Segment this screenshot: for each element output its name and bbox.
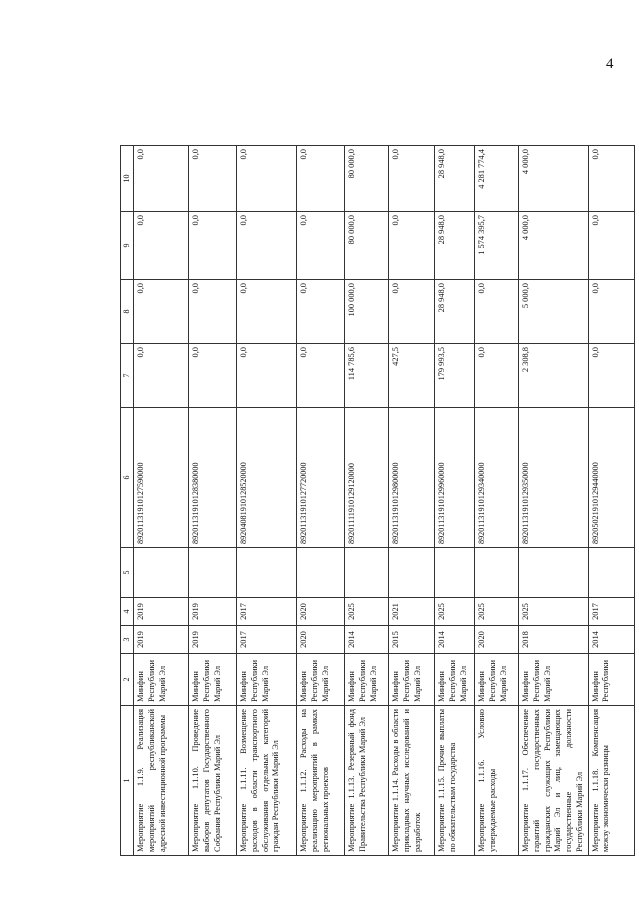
cell-code: 89201111910129120000 xyxy=(345,408,389,548)
cell-name: Мероприятие 1.1.10. Проведение выборов депутатов Государственного Собрания Республики Марий Эл xyxy=(189,706,237,856)
cell-name: Мероприятие 1.1.15. Прочие выплаты по обязательствам государства xyxy=(435,706,475,856)
rotated-table-wrapper xyxy=(120,146,610,856)
cell-exec: Минфин Республики Марий Эл xyxy=(297,654,345,706)
cell-v9: 0,0 xyxy=(134,212,189,280)
table-row xyxy=(297,146,345,856)
cell-v10: 0,0 xyxy=(297,146,345,212)
cell-start: 2019 xyxy=(189,626,237,654)
col-header-4: 4 xyxy=(121,598,134,626)
header-row xyxy=(121,146,134,856)
cell-end: 2021 xyxy=(389,598,435,626)
cell-v7: 0,0 xyxy=(237,344,297,408)
cell-name: Мероприятие 1.1.16. Условно утверждаемые расходы xyxy=(475,706,519,856)
cell-end: 2019 xyxy=(134,598,189,626)
cell-name: Мероприятие 1.1.14. Расходы в области прикладных научных исследований и разработок xyxy=(389,706,435,856)
cell-name: Мероприятие 1.1.18. Компенсация межзу экономически разницы xyxy=(588,706,634,856)
table-row xyxy=(389,146,435,856)
col-header-2: 2 xyxy=(121,654,134,706)
cell-c5 xyxy=(297,548,345,598)
cell-v8: 5 000,0 xyxy=(519,280,589,344)
cell-v7: 427,5 xyxy=(389,344,435,408)
budget-table xyxy=(120,145,635,856)
cell-v7: 0,0 xyxy=(475,344,519,408)
cell-exec: Минфин Республики Марий Эл xyxy=(134,654,189,706)
cell-c5 xyxy=(389,548,435,598)
cell-start: 2014 xyxy=(588,626,634,654)
cell-v8: 0,0 xyxy=(237,280,297,344)
page-number: 4 xyxy=(606,56,614,72)
cell-c5 xyxy=(134,548,189,598)
cell-v10: 4 000,0 xyxy=(519,146,589,212)
cell-c5 xyxy=(588,548,634,598)
cell-v7: 2 308,8 xyxy=(519,344,589,408)
cell-end: 2017 xyxy=(237,598,297,626)
cell-c5 xyxy=(237,548,297,598)
cell-v8: 0,0 xyxy=(475,280,519,344)
cell-exec: Минфин Республики Марий Эл xyxy=(389,654,435,706)
col-header-7: 7 xyxy=(121,344,134,408)
cell-v10: 0,0 xyxy=(588,146,634,212)
cell-v10: 0,0 xyxy=(237,146,297,212)
cell-v8: 0,0 xyxy=(134,280,189,344)
cell-v9: 0,0 xyxy=(588,212,634,280)
cell-code: 89201131910129350000 xyxy=(519,408,589,548)
cell-v9: 1 574 395,7 xyxy=(475,212,519,280)
cell-c5 xyxy=(189,548,237,598)
cell-v9: 80 000,0 xyxy=(345,212,389,280)
cell-exec: Минфин Республики Марий Эл xyxy=(475,654,519,706)
cell-v10: 0,0 xyxy=(389,146,435,212)
cell-start: 2019 xyxy=(134,626,189,654)
cell-c5 xyxy=(435,548,475,598)
cell-v9: 0,0 xyxy=(189,212,237,280)
table-row xyxy=(189,146,237,856)
cell-v7: 0,0 xyxy=(134,344,189,408)
cell-exec: Минфин Республики Марий Эл xyxy=(189,654,237,706)
cell-v8: 0,0 xyxy=(297,280,345,344)
table-row xyxy=(475,146,519,856)
cell-code: 89201131910127720000 xyxy=(297,408,345,548)
cell-v9: 4 000,0 xyxy=(519,212,589,280)
cell-end: 2025 xyxy=(519,598,589,626)
cell-code: 89201131910127590000 xyxy=(134,408,189,548)
cell-exec: Минфин Республики Марий Эл xyxy=(237,654,297,706)
cell-start: 2014 xyxy=(435,626,475,654)
cell-v10: 0,0 xyxy=(189,146,237,212)
table-row xyxy=(237,146,297,856)
cell-exec: Минфин Республики Марий Эл xyxy=(345,654,389,706)
cell-c5 xyxy=(345,548,389,598)
cell-end: 2025 xyxy=(345,598,389,626)
cell-code: 89205021910129440000 xyxy=(588,408,634,548)
cell-v8: 28 948,0 xyxy=(435,280,475,344)
col-header-5: 5 xyxy=(121,548,134,598)
cell-end: 2025 xyxy=(435,598,475,626)
cell-v8: 0,0 xyxy=(588,280,634,344)
cell-v7: 0,0 xyxy=(189,344,237,408)
table-row xyxy=(519,146,589,856)
cell-name: Мероприятие 1.1.9. Реализация мероприятий республиканской адресной инвестиционной программы xyxy=(134,706,189,856)
col-header-1: 1 xyxy=(121,706,134,856)
cell-end: 2019 xyxy=(189,598,237,626)
cell-v8: 0,0 xyxy=(189,280,237,344)
cell-exec: Минфин Республики Марий Эл xyxy=(519,654,589,706)
cell-v10: 80 000,0 xyxy=(345,146,389,212)
cell-name: Мероприятие 1.1.12. Расходы на реализацию мероприятий в рамках региональных проектов xyxy=(297,706,345,856)
col-header-6: 6 xyxy=(121,408,134,548)
cell-v8: 100 000,0 xyxy=(345,280,389,344)
col-header-9: 9 xyxy=(121,212,134,280)
cell-exec: Минфин Республики xyxy=(588,654,634,706)
cell-start: 2014 xyxy=(345,626,389,654)
cell-v7: 0,0 xyxy=(588,344,634,408)
cell-v9: 0,0 xyxy=(237,212,297,280)
table-row xyxy=(435,146,475,856)
cell-v10: 0,0 xyxy=(134,146,189,212)
cell-c5 xyxy=(519,548,589,598)
table-row xyxy=(345,146,389,856)
cell-start: 2017 xyxy=(237,626,297,654)
cell-start: 2018 xyxy=(519,626,589,654)
cell-code: 89201131910129340000 xyxy=(475,408,519,548)
cell-v10: 4 281 774,4 xyxy=(475,146,519,212)
table-row xyxy=(588,146,634,856)
cell-code: 89204081910128520000 xyxy=(237,408,297,548)
cell-v7: 0,0 xyxy=(297,344,345,408)
cell-v9: 28 948,0 xyxy=(435,212,475,280)
cell-v9: 0,0 xyxy=(297,212,345,280)
cell-v10: 28 948,0 xyxy=(435,146,475,212)
cell-name: Мероприятие 1.1.17. Обеспечение гарантий государственных гражданских служащих Республики Марий Эл и лиц, замещающих государственные должности Республики Марий Эл xyxy=(519,706,589,856)
cell-start: 2020 xyxy=(475,626,519,654)
cell-code: 89201131910129960000 xyxy=(435,408,475,548)
cell-exec: Минфин Республики Марий Эл xyxy=(435,654,475,706)
col-header-3: 3 xyxy=(121,626,134,654)
cell-name: Мероприятие 1.1.11. Возмещение расходов в области транспортного обслуживания отдельных категорий граждан Республики Марий Эл xyxy=(237,706,297,856)
cell-start: 2020 xyxy=(297,626,345,654)
cell-v9: 0,0 xyxy=(389,212,435,280)
cell-end: 2025 xyxy=(475,598,519,626)
table-row xyxy=(134,146,189,856)
cell-end: 2017 xyxy=(588,598,634,626)
cell-start: 2015 xyxy=(389,626,435,654)
col-header-8: 8 xyxy=(121,280,134,344)
cell-c5 xyxy=(475,548,519,598)
cell-v8: 0,0 xyxy=(389,280,435,344)
col-header-10: 10 xyxy=(121,146,134,212)
cell-end: 2020 xyxy=(297,598,345,626)
cell-code: 89201131910129800000 xyxy=(389,408,435,548)
cell-v7: 114 785,6 xyxy=(345,344,389,408)
cell-v7: 179 993,5 xyxy=(435,344,475,408)
cell-code: 89201131910128380000 xyxy=(189,408,237,548)
cell-name: Мероприятие 1.1.13. Резервный фонд Правительства Республики Марий Эл xyxy=(345,706,389,856)
